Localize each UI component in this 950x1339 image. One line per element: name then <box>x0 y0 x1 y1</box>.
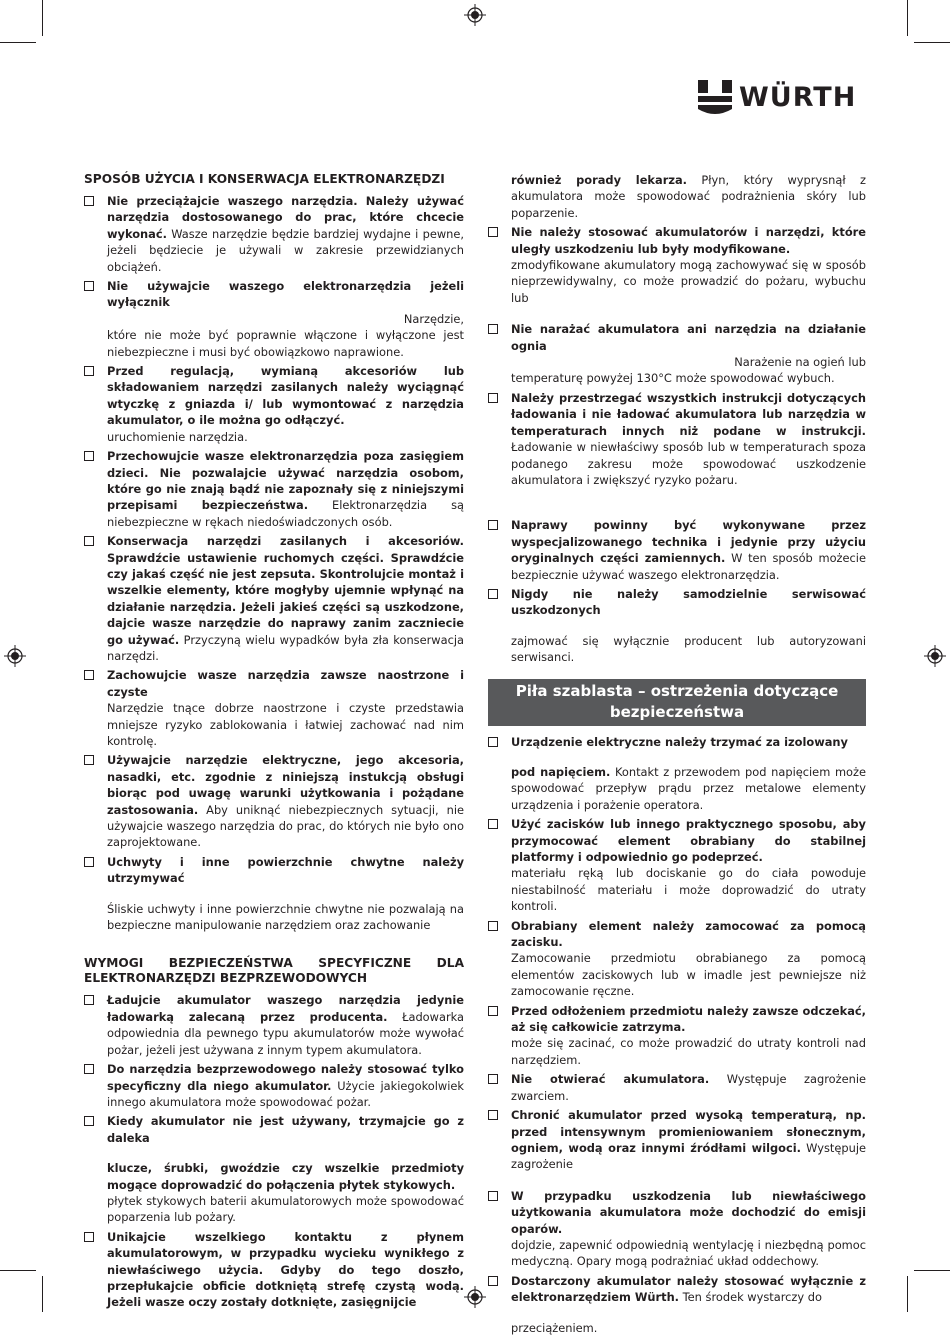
list-item <box>488 1071 866 1104</box>
registration-mark-icon <box>4 645 26 667</box>
checkbox-icon <box>488 1191 498 1201</box>
item-text: Narzędzie tnące dobrze naostrzone i czyste przedstawia mniejsze ryzyko zablokowania i łatwiej zachować nad nim kontrolę. <box>107 701 464 748</box>
item-bold: Urządzenie elektryczne należy trzymać za izolowany <box>511 734 848 749</box>
item-text: Przyczyną wielu wypadków była zła konserwacja narzędzi. <box>107 632 464 663</box>
item-bold: Należy przestrzegać wszystkich instrukcji dotyczących ładowania i nie ładować akumulatora lub narzędzia w temperaturach innych niż podane w instrukcji. <box>511 390 866 438</box>
list-item <box>84 667 464 749</box>
checkbox-icon <box>84 451 94 461</box>
checkbox-icon <box>488 1110 498 1120</box>
section-title: WYMOGI BEZPIECZEŃSTWA SPECYFICZNE DLA ELEKTRONARZĘDZI BEZPRZEWODOWYCH <box>84 956 464 986</box>
item-text: Śliskie uchwyty i inne powierzchnie chwytne nie pozwalają na bezpieczne manipulowanie narzędziem oraz zachowanie <box>107 901 464 933</box>
checkbox-icon <box>488 589 498 599</box>
checkbox-icon <box>84 857 94 867</box>
item-bold: Naprawy powinny być wykonywane przez wyspecjalizowanego technika i jedynie przy użyciu oryginalnych części zamiennych. <box>511 518 866 566</box>
checkbox-icon <box>488 1074 498 1084</box>
item-text: może się zacinać, co może prowadzić do utraty kontroli nad narzędziem. <box>511 1036 866 1067</box>
checkbox-icon <box>488 921 498 931</box>
list-item <box>488 734 866 814</box>
item-bold: Obrabiany element należy zamocować za pomocą zacisku. <box>511 918 866 950</box>
item-text: Występuje zagrożenie <box>511 1140 866 1172</box>
brand-name: WÜRTH <box>739 82 857 113</box>
item-text: Ten środek wystarczy do <box>679 1290 822 1305</box>
item-bold: również porady lekarza. <box>511 173 687 187</box>
list-item <box>84 448 464 530</box>
item-bold: Przechowujcie wasze elektronarzędzia poza zasięgiem dzieci. Nie pozwalajcie używać narzędzia osobom, które go nie znają bądź nie zapoznały się z niniejszymi przepisami bezpieczeństwa. <box>107 449 464 513</box>
left-column <box>84 172 464 1314</box>
crop-mark <box>0 1270 36 1271</box>
item-bold: Unikajcie wszelkiego kontaktu z płynem akumulatorowym, w przypadku wycieku wynikłego z niewłaściwego użycia. Gdyby do tego doszło, przepłukajcie obficie dotkniętą strefę czystą wodą. Jeżeli wasze oczy zostały dotknięte, zasięgnijcie <box>107 1229 464 1310</box>
checkbox-icon <box>84 670 94 680</box>
list-item <box>84 854 464 934</box>
item-bold: Przed regulacją, wymianą akcesoriów lub składowaniem narzędzi zasilanych należy wyciągnąć wtyczkę z gniazda i/ lub wymontować z narzędzia akumulator, o ile można go odłączyć. <box>107 364 464 428</box>
checkbox-icon <box>84 1232 94 1242</box>
list-item <box>488 918 866 1000</box>
checkbox-icon <box>488 324 498 334</box>
list-item <box>84 1061 464 1110</box>
item-text: zajmować się wyłącznie producent lub autoryzowani serwisanci. <box>511 633 866 665</box>
list-item <box>488 1273 866 1336</box>
item-text: Ładowarka odpowiednia dla pewnego typu akumulatorów może wywołać pożar, jeżeli jest używana z innym typem akumulatora. <box>107 1009 465 1057</box>
item-bold: Uchwyty i inne powierzchnie chwytne należy utrzymywać <box>107 854 464 886</box>
checkbox-icon <box>488 819 498 829</box>
item-bold: Chronić akumulator przed wysoką temperaturą, np. przed intensywnym promieniowaniem słonecznym, ogniem, wodą oraz innymi źródłami wilgoci. <box>511 1108 866 1155</box>
checkbox-icon <box>488 520 498 530</box>
list-item <box>84 278 464 360</box>
crop-mark <box>907 0 908 36</box>
item-bold: Kiedy akumulator nie jest używany, trzymajcie go z daleka <box>107 1114 464 1145</box>
item-text: Wasze narzędzie będzie bardziej wydajne i pewne, jeżeli będziecie je używali w zakresie przewidzianych obciążeń. <box>107 226 464 274</box>
list-item <box>84 992 464 1058</box>
checkbox-icon <box>84 995 94 1005</box>
brand-logo <box>698 80 856 116</box>
list-item <box>84 752 464 850</box>
item-bold: Nie należy stosować akumulatorów i narzędzi, które uległy uszkodzeniu lub były modyfikowane. <box>511 225 866 256</box>
item-bold: Nigdy nie należy samodzielnie serwisować uszkodzonych <box>511 586 866 618</box>
crop-mark <box>42 1276 43 1312</box>
crop-mark <box>914 1270 950 1271</box>
checkbox-icon <box>84 1116 94 1126</box>
item-bold: Zachowujcie wasze narzędzia zawsze naostrzone i czyste <box>107 668 464 699</box>
list-item <box>488 1188 866 1270</box>
registration-mark-icon <box>464 1286 486 1308</box>
checkbox-icon <box>84 1064 94 1074</box>
item-bold: Używajcie narzędzie elektryczne, jego akcesoria, nasadki, etc. zgodnie z niniejszą instukcją obsługi biorąc pod uwagę warunki użytkowania i pożądane zastosowania. <box>107 753 464 817</box>
checkbox-icon <box>84 755 94 765</box>
continued-paragraph <box>488 172 866 221</box>
item-bold: Ładujcie akumulator waszego narzędzia jedynie ładowarką zalecaną przez producenta. <box>107 993 464 1024</box>
checkbox-icon <box>84 536 94 546</box>
item-bold: Użyć zacisków lub innego praktycznego sposobu, aby przymocować element obrabiany do stabilnej platformy i odpowiednio go podeprzeć. <box>511 817 866 864</box>
list-item <box>488 224 866 306</box>
section-banner: Piła szablasta – ostrzeżenia dotyczące bezpieczeństwa <box>488 679 866 726</box>
item-bold: Dostarczony akumulator należy stosować wyłącznie z elektronarzędziem Würth. <box>511 1273 866 1305</box>
checkbox-icon <box>84 196 94 206</box>
checkbox-icon <box>84 366 94 376</box>
list-item <box>488 390 866 488</box>
item-text: Użycie jakiegokolwiek innego akumulatora może spowodować pożar. <box>107 1078 464 1109</box>
list-item <box>84 533 464 664</box>
item-text: Występuje zagrożenie zwarciem. <box>511 1072 866 1103</box>
section-title: SPOSÓB UŻYCIA I KONSERWACJA ELEKTRONARZĘDZI <box>84 172 445 186</box>
item-bold: pod napięciem. <box>511 764 611 779</box>
item-text: Narzędzie, <box>403 311 464 326</box>
list-item <box>84 363 464 445</box>
item-text: materiału ręką lub dociskanie go do ciała powoduje niestabilność materiału i może doprowadzić do utraty kontroli. <box>511 866 866 914</box>
item-text: przeciążeniem. <box>511 1320 598 1335</box>
item-bold: klucze, śrubki, gwoździe czy wszelkie przedmioty mogące doprowadzić do połączenia płytek stykowych. <box>107 1161 464 1192</box>
list-item <box>488 586 866 666</box>
list-item <box>488 321 866 387</box>
item-bold: W przypadku uszkodzenia lub niewłaściwego użytkowania akumulatora może dochodzić do emisji oparów. <box>511 1188 866 1236</box>
list-item <box>488 1107 866 1173</box>
item-text: Kontakt z przewodem pod napięciem może spowodować przepływ prądu przez metalowe elementy urządzenia i porażenie operatora. <box>511 764 867 812</box>
list-item <box>488 1003 866 1069</box>
item-bold: Nie używajcie waszego elektronarzędzia jeżeli wyłącznik <box>107 279 464 310</box>
item-text: zmodyfikowane akumulatory mogą zachowywać się w sposób nieprzewidywalny, co może prowadzić do pożaru, wybuchu lub <box>511 258 866 305</box>
list-item <box>84 1229 464 1311</box>
list-item <box>488 517 866 583</box>
list-item <box>488 816 866 914</box>
item-text: uruchomienie narzędzia. <box>107 429 248 444</box>
list-item <box>84 193 464 275</box>
item-bold: Do narzędzia bezprzewodowego należy stosować tylko specyficzny dla niego akumulator. <box>107 1062 464 1093</box>
item-text: temperaturę powyżej 130°C może spowodować wybuch. <box>511 371 835 386</box>
item-text: dojdzie, zapewnić odpowiednią wentylację i niezbędną pomoc medyczną. Opary mogą podrażniać układ oddechowy. <box>511 1237 866 1269</box>
item-bold: Nie narażać akumulatora ani narzędzia na działanie ognia <box>511 322 866 353</box>
checkbox-icon <box>488 227 498 237</box>
list-item <box>84 1113 464 1225</box>
checkbox-icon <box>488 1276 498 1286</box>
item-bold: Nie przeciążajcie waszego narzędzia. Należy używać narzędzia dostosowanego do prac, które chcecie wykonać. <box>107 194 464 241</box>
wurth-logo-icon <box>698 80 732 116</box>
checkbox-icon <box>488 1006 498 1016</box>
item-text: W ten sposób możecie bezpiecznie używać waszego elektronarzędzia. <box>511 551 866 582</box>
right-column <box>488 172 866 1339</box>
item-text: Płyn, który wyprysnął z akumulatora może spowodować podrażnienia skóry lub poparzenie. <box>511 173 867 220</box>
item-text: które nie może być poprawnie włączone i wyłączone jest niebezpieczne i musi być obowiązkowo naprawione. <box>107 328 464 359</box>
item-text: Aby uniknąć niebezpiecznych sytuacji, nie używajcie waszego narzędzia do prac, do których nie było ono zaprojektowane. <box>107 802 464 850</box>
crop-mark <box>907 1276 908 1312</box>
crop-mark <box>0 42 36 43</box>
item-bold: Konserwacja narzędzi zasilanych i akcesoriów. Sprawdźcie ustawienie ruchomych części. Sprawdźcie czy jakaś część nie jest zepsuta. Skontrolujcie montaż i wszelkie elementy, które mogłyby ujemnie wpłynąć na działanie narzędzia. Jeżeli jakieś części są uszkodzone, dajcie wasze narzędzie do naprawy zanim zaczniecie go używać. <box>107 534 464 647</box>
item-bold: Nie otwierać akumulatora. <box>511 1072 710 1087</box>
item-text: Elektronarzędzia są niebezpieczne w rękach niedoświadczonych osób. <box>107 498 464 529</box>
item-text: Ładowanie w niewłaściwy sposób lub w temperaturach spoza podanego zakresu może spowodować uszkodzenie akumulatora i zwiększyć ryzyko pożaru. <box>511 440 866 487</box>
checkbox-icon <box>488 393 498 403</box>
crop-mark <box>42 0 43 36</box>
checkbox-icon <box>84 281 94 291</box>
registration-mark-icon <box>464 4 486 26</box>
item-bold: Przed odłożeniem przedmiotu należy zawsze odczekać, aż się całkowicie zatrzyma. <box>511 1003 866 1035</box>
checkbox-icon <box>488 737 498 747</box>
item-text: płytek stykowych baterii akumulatorowych może spowodować poparzenia lub pożary. <box>107 1193 464 1225</box>
crop-mark <box>914 42 950 43</box>
item-text: Narażenie na ogień lub <box>734 355 866 370</box>
registration-mark-icon <box>924 645 946 667</box>
item-text: Zamocowanie przedmiotu obrabianego za pomocą elementów zaciskowych lub w imadle jest pewniejsze niż zamocowanie ręczne. <box>511 951 866 999</box>
